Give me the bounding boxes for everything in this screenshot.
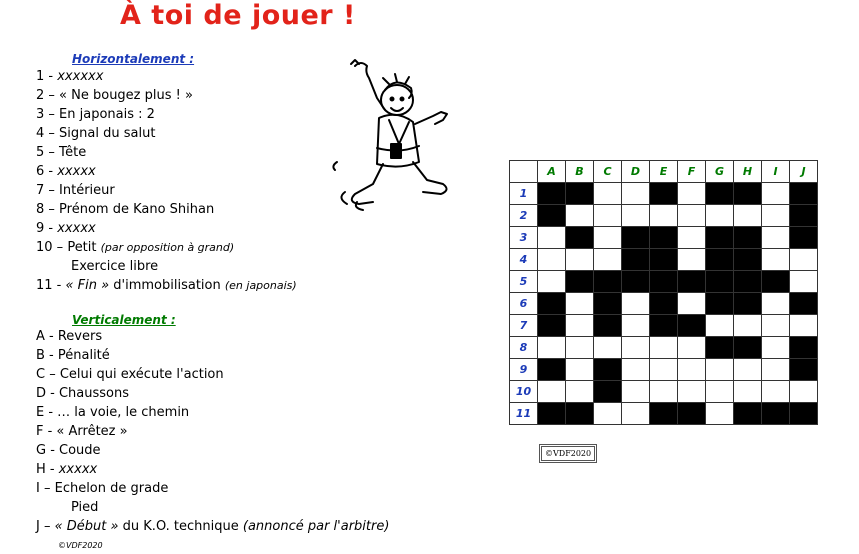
vertical-clue xyxy=(36,367,224,383)
grid-cell-empty[interactable] xyxy=(594,205,622,227)
grid-cell-black xyxy=(706,249,734,271)
grid-row-label: 2 xyxy=(510,205,538,227)
grid-cell-empty[interactable] xyxy=(762,205,790,227)
grid-cell-black xyxy=(538,403,566,425)
clue-text: xxxxx xyxy=(57,164,96,179)
grid-cell-black xyxy=(678,315,706,337)
grid-cell-empty[interactable] xyxy=(594,227,622,249)
grid-cell-empty[interactable] xyxy=(762,381,790,403)
grid-cell-empty[interactable] xyxy=(706,403,734,425)
clue-text: D - Chaussons xyxy=(36,386,129,401)
grid-cell-empty[interactable] xyxy=(790,315,818,337)
clue-text: xxxxx xyxy=(58,462,98,477)
grid-cell-empty[interactable] xyxy=(678,359,706,381)
grid-cell-empty[interactable] xyxy=(538,337,566,359)
grid-cell-black xyxy=(594,271,622,293)
horizontal-clue xyxy=(36,202,214,218)
grid-cell-empty[interactable] xyxy=(734,315,762,337)
grid-cell-black xyxy=(790,227,818,249)
grid-cell-black xyxy=(650,293,678,315)
grid-cell-black xyxy=(538,315,566,337)
grid-cell-black xyxy=(538,183,566,205)
horizontal-clue xyxy=(36,88,193,104)
grid-cell-empty[interactable] xyxy=(622,205,650,227)
horizontal-clue xyxy=(36,107,155,123)
grid-cell-empty[interactable] xyxy=(622,315,650,337)
grid-column-label: F xyxy=(678,161,706,183)
grid-cell-empty[interactable] xyxy=(622,403,650,425)
grid-column-label: I xyxy=(762,161,790,183)
clue-text: d'immobilisation xyxy=(109,278,225,293)
grid-column-label: A xyxy=(538,161,566,183)
grid-row-label: 10 xyxy=(510,381,538,403)
grid-cell-empty[interactable] xyxy=(734,381,762,403)
grid-row-label: 5 xyxy=(510,271,538,293)
clue-text: E - … la voie, le chemin xyxy=(36,405,190,420)
vertical-clue xyxy=(36,424,128,440)
grid-cell-black xyxy=(706,337,734,359)
horizontal-clue xyxy=(36,126,155,142)
grid-cell-empty[interactable] xyxy=(706,381,734,403)
grid-cell-empty[interactable] xyxy=(622,183,650,205)
clue-text: Signal du salut xyxy=(59,126,156,141)
clue-text: C – Celui qui exécute l'action xyxy=(36,367,224,382)
grid-cell-empty[interactable] xyxy=(566,249,594,271)
grid-cell-empty[interactable] xyxy=(538,249,566,271)
grid-cell-empty[interactable] xyxy=(790,249,818,271)
grid-cell-black xyxy=(566,183,594,205)
grid-cell-black xyxy=(734,337,762,359)
grid-cell-empty[interactable] xyxy=(762,315,790,337)
grid-cell-black xyxy=(734,227,762,249)
grid-cell-empty[interactable] xyxy=(650,381,678,403)
clue-text: « Fin » xyxy=(65,278,110,293)
clue-text: H - xyxy=(36,462,59,477)
horizontal-clue xyxy=(36,240,234,256)
grid-column-label: B xyxy=(566,161,594,183)
clue-number: 11 - xyxy=(36,278,66,293)
horizontal-heading: Horizontalement : xyxy=(72,52,195,66)
judoka-illustration xyxy=(327,52,467,222)
clue-number: 3 – xyxy=(36,107,60,122)
grid-row-label: 7 xyxy=(510,315,538,337)
grid-cell-black xyxy=(622,271,650,293)
grid-row-label: 1 xyxy=(510,183,538,205)
clue-text: A - Revers xyxy=(36,329,103,344)
grid-cell-empty[interactable] xyxy=(678,249,706,271)
grid-cell-black xyxy=(566,227,594,249)
grid-cell-black xyxy=(790,337,818,359)
grid-cell-black xyxy=(622,227,650,249)
grid-cell-empty[interactable] xyxy=(650,337,678,359)
grid-cell-empty[interactable] xyxy=(566,359,594,381)
grid-cell-black xyxy=(734,293,762,315)
grid-cell-black xyxy=(650,249,678,271)
grid-cell-empty[interactable] xyxy=(762,249,790,271)
grid-cell-black xyxy=(594,359,622,381)
grid-row-label: 3 xyxy=(510,227,538,249)
grid-cell-empty[interactable] xyxy=(678,183,706,205)
page-title: À toi de jouer ! xyxy=(120,0,356,31)
grid-cell-empty[interactable] xyxy=(790,381,818,403)
grid-column-label: D xyxy=(622,161,650,183)
grid-cell-black xyxy=(650,403,678,425)
footer-copyright: ©VDF2020 xyxy=(58,541,103,550)
clue-text: J – xyxy=(36,519,55,534)
grid-cell-black xyxy=(650,183,678,205)
clue-text: du K.O. technique xyxy=(118,519,243,534)
grid-cell-empty[interactable] xyxy=(650,359,678,381)
vertical-clue xyxy=(36,462,97,478)
grid-cell-black xyxy=(594,381,622,403)
horizontal-clue xyxy=(36,164,96,180)
grid-cell-black xyxy=(678,403,706,425)
grid-cell-black xyxy=(706,293,734,315)
grid-cell-empty[interactable] xyxy=(594,249,622,271)
clue-text: « Début » xyxy=(54,519,119,534)
grid-cell-black xyxy=(762,403,790,425)
grid-column-label: E xyxy=(650,161,678,183)
grid-row-label: 8 xyxy=(510,337,538,359)
grid-cell-empty[interactable] xyxy=(594,403,622,425)
grid-row-label: 6 xyxy=(510,293,538,315)
grid-cell-black xyxy=(650,227,678,249)
clue-text: Tête xyxy=(59,145,87,160)
grid-cell-black xyxy=(622,249,650,271)
clue-number: 9 - xyxy=(36,221,58,236)
clue-text: B - Pénalité xyxy=(36,348,110,363)
grid-cell-black xyxy=(594,315,622,337)
grid-cell-black xyxy=(706,271,734,293)
grid-cell-black xyxy=(706,227,734,249)
grid-cell-empty[interactable] xyxy=(762,227,790,249)
grid-cell-empty[interactable] xyxy=(538,381,566,403)
vertical-clue-extra: Pied xyxy=(71,500,99,515)
grid-cell-empty[interactable] xyxy=(678,227,706,249)
grid-cell-empty[interactable] xyxy=(706,315,734,337)
clue-number: 7 – xyxy=(36,183,60,198)
vertical-clue xyxy=(36,348,110,364)
grid-cell-empty[interactable] xyxy=(566,381,594,403)
clue-text: En japonais : 2 xyxy=(59,107,155,122)
grid-cell-black xyxy=(650,271,678,293)
grid-cell-empty[interactable] xyxy=(762,183,790,205)
vertical-heading: Verticalement : xyxy=(72,313,176,327)
grid-corner xyxy=(510,161,538,183)
grid-cell-empty[interactable] xyxy=(622,337,650,359)
clue-number: 4 – xyxy=(36,126,60,141)
grid-cell-empty[interactable] xyxy=(566,205,594,227)
clue-note: (par opposition à grand) xyxy=(100,241,235,254)
clue-text: « Ne bougez plus ! » xyxy=(59,88,193,103)
grid-cell-empty[interactable] xyxy=(734,205,762,227)
grid-column-label: C xyxy=(594,161,622,183)
grid-cell-empty[interactable] xyxy=(622,359,650,381)
grid-cell-black xyxy=(762,271,790,293)
grid-cell-empty[interactable] xyxy=(678,381,706,403)
grid-row-label: 4 xyxy=(510,249,538,271)
grid-cell-black xyxy=(538,205,566,227)
clue-text: Intérieur xyxy=(59,183,115,198)
grid-cell-black xyxy=(566,403,594,425)
horizontal-clue xyxy=(36,183,115,199)
grid-cell-black xyxy=(538,359,566,381)
grid-cell-empty[interactable] xyxy=(762,337,790,359)
grid-cell-empty[interactable] xyxy=(650,205,678,227)
grid-cell-black xyxy=(566,271,594,293)
vertical-clue xyxy=(36,519,389,535)
grid-cell-empty[interactable] xyxy=(762,359,790,381)
grid-cell-black xyxy=(790,205,818,227)
horizontal-clue-extra: Exercice libre xyxy=(71,259,159,274)
clue-text: I – Echelon de grade xyxy=(36,481,169,496)
horizontal-clue xyxy=(36,221,96,237)
grid-column-label: H xyxy=(734,161,762,183)
grid-cell-black xyxy=(790,359,818,381)
vertical-clue xyxy=(36,481,168,497)
grid-cell-black xyxy=(734,271,762,293)
horizontal-clue xyxy=(36,145,86,161)
grid-copyright: ©VDF2020 xyxy=(541,446,595,461)
grid-cell-black xyxy=(734,249,762,271)
grid-cell-black xyxy=(734,403,762,425)
vertical-clue xyxy=(36,443,101,459)
clue-text: xxxxxx xyxy=(57,69,104,84)
grid-cell-empty[interactable] xyxy=(706,205,734,227)
clue-number: 2 – xyxy=(36,88,60,103)
vertical-clue xyxy=(36,405,189,421)
clue-number: 10 – xyxy=(36,240,68,255)
clue-text: F - « Arrêtez » xyxy=(36,424,128,439)
horizontal-clue xyxy=(36,278,297,294)
grid-cell-empty[interactable] xyxy=(538,227,566,249)
grid-cell-empty[interactable] xyxy=(734,359,762,381)
vertical-clue xyxy=(36,386,129,402)
clue-number: 5 – xyxy=(36,145,60,160)
grid-row-label: 9 xyxy=(510,359,538,381)
grid-cell-empty[interactable] xyxy=(678,205,706,227)
grid-cell-empty[interactable] xyxy=(790,271,818,293)
grid-cell-black xyxy=(790,293,818,315)
grid-column-label: J xyxy=(790,161,818,183)
clue-number: 6 - xyxy=(36,164,58,179)
grid-cell-black xyxy=(594,293,622,315)
clue-number: 1 - xyxy=(36,69,58,84)
grid-cell-black xyxy=(678,271,706,293)
grid-cell-empty[interactable] xyxy=(594,337,622,359)
grid-cell-black xyxy=(790,403,818,425)
vertical-clue xyxy=(36,329,102,345)
grid-cell-black xyxy=(538,293,566,315)
grid-cell-empty[interactable] xyxy=(678,337,706,359)
grid-column-label: G xyxy=(706,161,734,183)
grid-cell-empty[interactable] xyxy=(678,293,706,315)
grid-cell-black xyxy=(734,183,762,205)
grid-cell-empty[interactable] xyxy=(538,271,566,293)
clue-text: G - Coude xyxy=(36,443,101,458)
grid-cell-empty[interactable] xyxy=(566,293,594,315)
grid-cell-black xyxy=(706,183,734,205)
clue-text: Petit xyxy=(67,240,101,255)
horizontal-clue xyxy=(36,69,103,85)
crossword-grid xyxy=(509,160,818,425)
clue-text: xxxxx xyxy=(57,221,96,236)
grid-cell-empty[interactable] xyxy=(566,337,594,359)
grid-cell-empty[interactable] xyxy=(622,293,650,315)
grid-row-label: 11 xyxy=(510,403,538,425)
grid-cell-black xyxy=(650,315,678,337)
grid-cell-empty[interactable] xyxy=(566,315,594,337)
grid-cell-empty[interactable] xyxy=(594,183,622,205)
clue-number: 8 – xyxy=(36,202,60,217)
grid-cell-empty[interactable] xyxy=(622,381,650,403)
clue-note: (en japonais) xyxy=(224,279,297,292)
grid-cell-empty[interactable] xyxy=(706,359,734,381)
grid-cell-empty[interactable] xyxy=(762,293,790,315)
clue-note: (annoncé par l'arbitre) xyxy=(242,519,390,534)
grid-cell-black xyxy=(790,183,818,205)
clue-text: Prénom de Kano Shihan xyxy=(59,202,215,217)
